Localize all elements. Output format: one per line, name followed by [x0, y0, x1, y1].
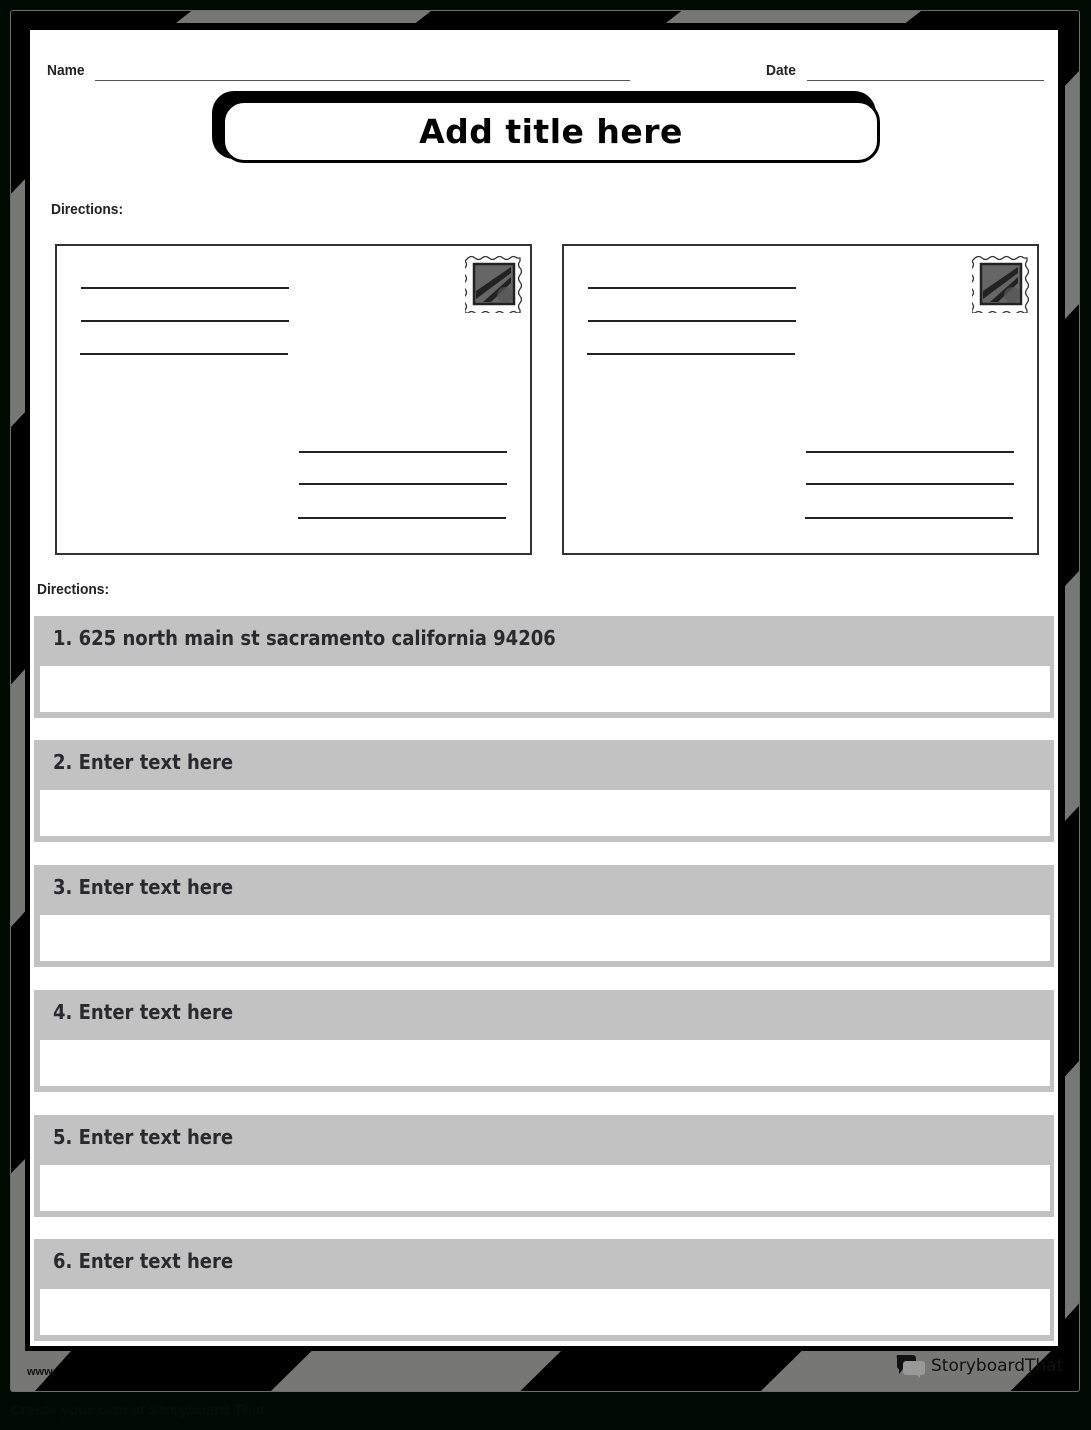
return-address-line[interactable]: [81, 287, 289, 289]
footer-url: www: [27, 1366, 53, 1378]
question-row-4: [34, 990, 1054, 1092]
title-box[interactable]: [222, 100, 880, 163]
directions-label-top: Directions:: [51, 201, 124, 218]
directions-label-bottom: Directions:: [37, 581, 110, 598]
answer-field[interactable]: [40, 790, 1050, 836]
return-address-line[interactable]: [588, 320, 796, 322]
frame-stripe: [11, 179, 25, 427]
mailing-address-line[interactable]: [299, 451, 507, 453]
question-label: 4. Enter text here: [53, 1000, 234, 1024]
question-row-3: [34, 865, 1054, 967]
date-input-line[interactable]: [807, 80, 1044, 81]
mailing-address-line[interactable]: [298, 517, 506, 519]
question-label: 6. Enter text here: [53, 1249, 234, 1273]
speech-bubble-icon: [895, 1353, 927, 1379]
frame-stripe: [271, 1351, 561, 1391]
frame-stripe: [1065, 1061, 1079, 1319]
logo-text: StoryboardThat: [931, 1356, 1064, 1376]
answer-field[interactable]: [40, 915, 1050, 961]
mailing-address-line[interactable]: [299, 483, 507, 485]
postcard-left: [55, 244, 532, 555]
name-label: Name: [47, 62, 85, 79]
mailing-address-line[interactable]: [806, 451, 1014, 453]
postage-stamp-icon: [465, 255, 523, 313]
mailing-address-line[interactable]: [805, 517, 1013, 519]
storyboardthat-logo[interactable]: [895, 1353, 1063, 1379]
answer-field[interactable]: [40, 1289, 1050, 1335]
name-input-line[interactable]: [95, 80, 630, 81]
return-address-line[interactable]: [588, 287, 796, 289]
frame-stripe: [176, 11, 431, 23]
page-title: Add title here: [419, 112, 683, 151]
date-label: Date: [766, 62, 796, 79]
mailing-address-line[interactable]: [806, 483, 1014, 485]
question-label: 3. Enter text here: [53, 875, 234, 899]
question-row-1: [34, 616, 1054, 718]
question-row-2: [34, 740, 1054, 842]
postcard-right: [562, 244, 1039, 555]
return-address-line[interactable]: [81, 320, 289, 322]
answer-field[interactable]: [40, 666, 1050, 712]
question-label: 2. Enter text here: [53, 750, 234, 774]
answer-field[interactable]: [40, 1165, 1050, 1211]
postage-stamp-icon: [972, 255, 1030, 313]
question-label: 5. Enter text here: [53, 1125, 234, 1149]
question-label: 1. 625 north main st sacramento california 94206: [53, 626, 556, 650]
frame-stripe: [666, 11, 921, 23]
frame-stripe: [1065, 571, 1079, 821]
return-address-line[interactable]: [587, 353, 795, 355]
question-row-5: [34, 1115, 1054, 1217]
frame-stripe: [1065, 71, 1079, 319]
question-row-6: [34, 1239, 1054, 1341]
return-address-line[interactable]: [80, 353, 288, 355]
answer-field[interactable]: [40, 1040, 1050, 1086]
footer-caption[interactable]: Create your own at Storyboard That: [10, 1402, 266, 1419]
frame-stripe: [11, 669, 25, 927]
